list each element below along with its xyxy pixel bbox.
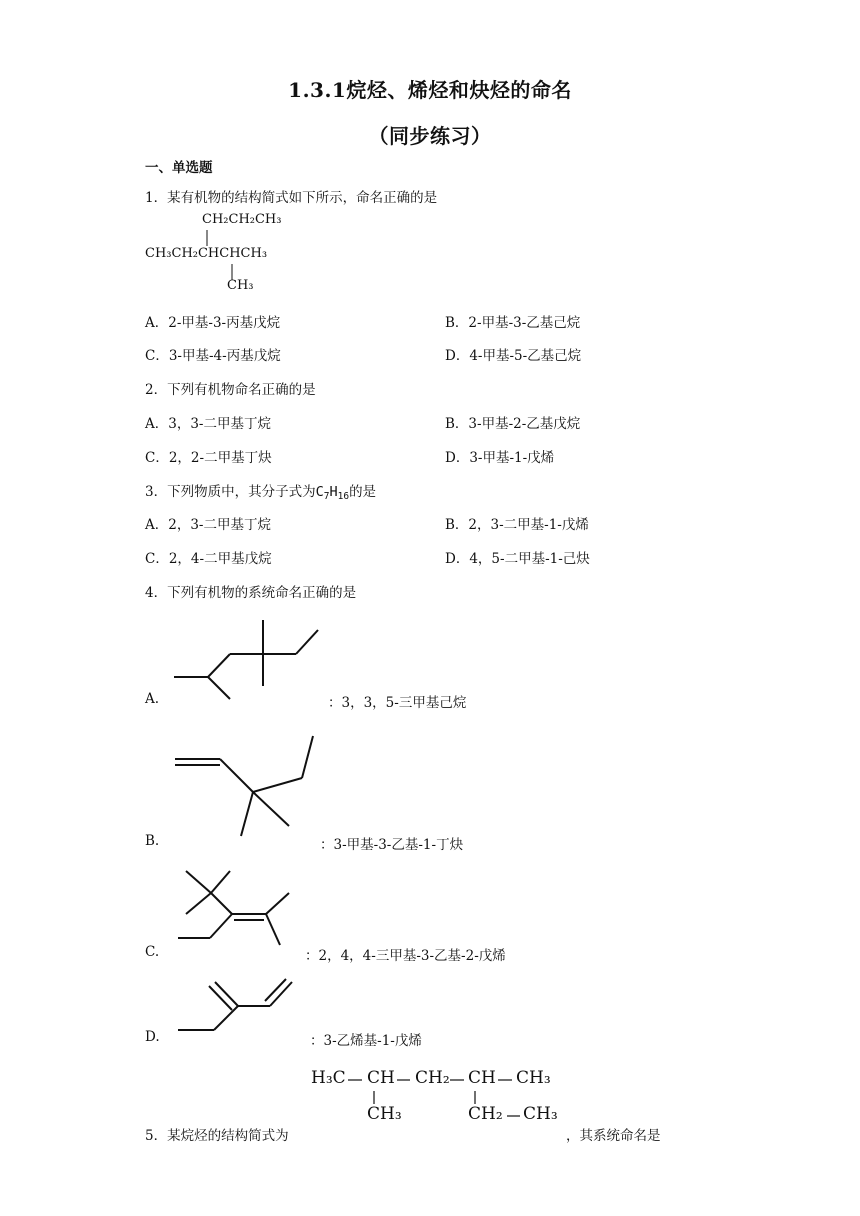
q4-c-structure <box>178 871 289 945</box>
question-4-stem: 4．下列有机物的系统命名正确的是 <box>145 585 357 601</box>
q4-option-b-label[interactable]: B. <box>145 833 160 849</box>
q3-formula-c: C <box>315 484 324 500</box>
q3-option-a[interactable]: A．2，3-二甲基丁烷 <box>145 517 271 533</box>
q3-formula-c-sub: 7 <box>323 491 330 502</box>
q2-option-b[interactable]: B．3-甲基-2-乙基戊烷 <box>445 416 581 432</box>
q1-struct-bottom: CH₃ <box>227 278 254 293</box>
question-5-structure <box>311 1068 571 1140</box>
q4-option-d-text: ：3-乙烯基-1-戊烯 <box>310 1033 422 1049</box>
q4-b-structure <box>175 736 313 836</box>
page-title: 1.3.1烷烃、烯烃和炔烃的命名 <box>288 78 572 102</box>
q1-option-a[interactable]: A．2-甲基-3-丙基戊烷 <box>145 315 281 331</box>
q5-ch2: CH₂ <box>415 1068 450 1088</box>
page-subtitle: （同步练习） <box>368 124 492 148</box>
q2-option-d[interactable]: D．3-甲基-1-戊烯 <box>445 450 555 466</box>
q4-option-a-label[interactable]: A. <box>145 691 160 707</box>
q5-sub-ch2: CH₂ <box>468 1104 503 1124</box>
q1-option-c[interactable]: C．3-甲基-4-丙基戊烷 <box>145 348 281 364</box>
q1-struct-top: CH₂CH₂CH₃ <box>202 212 282 227</box>
q3-formula-h: H <box>329 484 338 500</box>
question-5-stem-post: ，其系统命名是 <box>566 1128 661 1144</box>
q4-option-c-text: ：2，4，4-三甲基-3-乙基-2-戊烯 <box>305 948 506 964</box>
q2-option-c[interactable]: C．2，2-二甲基丁炔 <box>145 450 272 466</box>
q4-option-d-label[interactable]: D. <box>145 1029 160 1045</box>
q1-struct-main: CH₃CH₂CHCHCH₃ <box>145 246 268 261</box>
q5-ch-2: CH <box>468 1068 496 1088</box>
q3-option-b[interactable]: B．2，3-二甲基-1-戊烯 <box>445 517 589 533</box>
q5-h3c: H₃C <box>311 1068 346 1088</box>
q1-option-d[interactable]: D．4-甲基-5-乙基己烷 <box>445 348 582 364</box>
q4-option-c-label[interactable]: C. <box>145 944 160 960</box>
q3-stem-post: 的是 <box>349 484 377 500</box>
q5-sub-ch3: CH₃ <box>367 1104 402 1124</box>
q4-option-a-text: ：3，3，5-三甲基己烷 <box>328 695 467 711</box>
q5-ch-1: CH <box>367 1068 395 1088</box>
q3-stem-pre: 3．下列物质中，其分子式为 <box>145 484 316 500</box>
q4-d-structure <box>178 979 292 1030</box>
q2-option-a[interactable]: A．3，3-二甲基丁烷 <box>145 416 271 432</box>
q4-option-b-text: ：3-甲基-3-乙基-1-丁炔 <box>320 837 464 853</box>
q3-formula-h-sub: 16 <box>337 491 350 502</box>
q3-option-c[interactable]: C．2，4-二甲基戊烷 <box>145 551 272 567</box>
q3-option-d[interactable]: D．4，5-二甲基-1-己炔 <box>445 551 590 567</box>
section-heading: 一、单选题 <box>145 160 213 176</box>
q4-a-structure <box>174 620 318 699</box>
q5-bond-lines <box>311 1068 571 1140</box>
question-2-stem: 2．下列有机物命名正确的是 <box>145 382 316 398</box>
question-5-stem-pre: 5．某烷烃的结构简式为 <box>145 1128 289 1144</box>
q5-sub-ch3-end: CH₃ <box>523 1104 558 1124</box>
q5-ch3-end: CH₃ <box>516 1068 551 1088</box>
question-1-stem: 1．某有机物的结构简式如下所示，命名正确的是 <box>145 190 438 206</box>
q1-option-b[interactable]: B．2-甲基-3-乙基己烷 <box>445 315 581 331</box>
